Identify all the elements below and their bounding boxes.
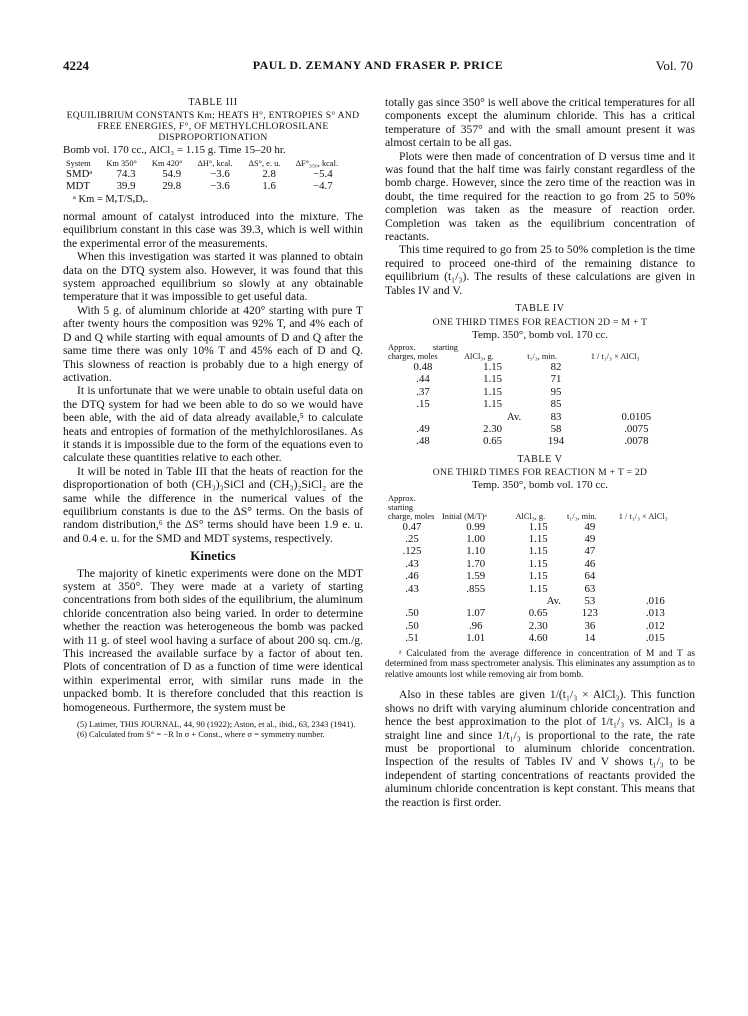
table5-header: AlCl₃, g.: [515, 511, 546, 521]
table-cell: 1.15: [483, 360, 503, 373]
table4-header: t₁/₃, min.: [527, 351, 558, 361]
table-cell: SMDᵃ: [66, 167, 93, 180]
table-cell: 49: [584, 532, 596, 545]
table-cell: −3.6: [210, 180, 230, 193]
table-cell: 14: [584, 632, 596, 645]
footnote: (5) Latimer, THIS JOURNAL, 44, 90 (1922); Aston, et al., ibid., 63, 2343 (1941).: [77, 719, 356, 730]
table-row: [385, 386, 685, 398]
paragraph: The majority of kinetic experiments were done on the MDT system at 350°. They were made at a variety of starting concentrations from both sides of the equilibrium, the aluminum chloride concentration also being varied. In order to determine whether the reaction was heterogeneous the bomb was packed with 11 g. of steel wool having a surface of about 200 sq. cm./g. This increased the available surface by a factor of about ten. Plots of concentration of D as a function of time were identical within experimental error, with similar runs made in the unpacked bomb. It is therefore concluded that this reaction is homogeneous. Furthermore, the system must be: [63, 566, 363, 714]
table-cell: 0.99: [466, 520, 486, 533]
table-row: [385, 361, 685, 373]
table3-header: ΔH°, kcal.: [197, 158, 233, 168]
table-cell: .49: [416, 422, 430, 435]
table-cell: 0.48: [413, 360, 433, 373]
table-cell: 54.9: [162, 167, 182, 180]
paragraph: totally gas since 350° is well above the critical temperatures for all components except the aluminum chloride. This has a critical temperature of 357° and with the small amount present it was almost certain to be all gas.: [385, 96, 695, 150]
table-cell: 1.59: [466, 570, 486, 583]
table-cell: Av.: [546, 595, 561, 607]
table-cell: [385, 595, 439, 607]
table-cell: 39.9: [116, 180, 136, 193]
table3-conditions: Bomb vol. 170 cc., AlCl₃ = 1.15 g. Time 15–20 hr.: [63, 144, 286, 157]
table-cell: 82: [550, 360, 562, 373]
table-cell: 123: [581, 607, 598, 620]
table5-header: Approx. starting charge, moles: [388, 493, 435, 521]
table4-header: Approx. starting charges, moles: [388, 342, 458, 361]
table4-header: 1 / t₁/₃ × AlCl₃: [590, 351, 640, 361]
table4: [385, 343, 685, 448]
table-cell: [588, 373, 685, 385]
table5-conditions: Temp. 350°, bomb vol. 170 cc.: [472, 479, 608, 492]
table5-header: Initial (M/T)ᵃ: [442, 511, 487, 521]
right-column: [385, 96, 695, 809]
table-row: [385, 607, 695, 619]
table-cell: .0075: [624, 422, 649, 435]
table-row: [63, 180, 353, 192]
footnote: (6) Calculated from S° = −R ln σ + Const., where σ = symmetry number.: [77, 729, 325, 740]
table-cell: 53: [584, 595, 596, 607]
table-cell: 58: [550, 422, 562, 435]
table-cell: 0.65: [483, 435, 503, 448]
table3-footnote: ᵃ Km = MₑT/SₑDₑ.: [73, 193, 149, 205]
table-cell: [385, 411, 461, 423]
table-cell: .46: [405, 570, 419, 583]
left-column: [63, 96, 363, 739]
page-number: 4224: [63, 58, 89, 73]
paragraph: It will be noted in Table III that the heats of reaction for the disproportionation of both (CH₃)₃SiCl and (CH₃)₂SiCl₂ are the same while the difference in the numerical values of the equilibrium constants is due to the ΔS° terms. On the basis of random distribution,⁶ the ΔS° terms should have been 1.9 e. u. and 0.4 e. u. for the SMD and MDT systems, respectively.: [63, 464, 363, 545]
table-cell: 47: [584, 545, 596, 558]
table-row: [385, 423, 685, 435]
table-cell: 1.15: [528, 520, 548, 533]
paragraph: Plots were then made of concentration of D versus time and it was found that the half time was fairly constant regardless of the bomb charge. However, since the zero time of the reaction was in doubt, the time required for the reaction to go from 25 to 50% completion was taken as the measure of reaction order. Completion was taken as the equilibrium concentration of reactants.: [385, 149, 695, 244]
table-row: [385, 521, 695, 533]
table-cell: 2.30: [528, 619, 548, 632]
table-cell: 64: [584, 570, 596, 583]
table-cell: 1.10: [466, 545, 486, 558]
table-cell: Av.: [506, 410, 522, 423]
table-cell: 1.6: [262, 180, 276, 193]
table-cell: [439, 595, 512, 607]
table-cell: .012: [645, 619, 665, 632]
table-cell: 1.07: [466, 607, 486, 620]
table-cell: .51: [405, 632, 419, 645]
table-row: [385, 583, 695, 595]
table5: [385, 494, 695, 645]
table-cell: −4.7: [313, 180, 333, 193]
table-cell: .016: [645, 595, 665, 607]
table-cell: .96: [468, 619, 483, 632]
table5-header: t₁/₃, min.: [567, 511, 597, 521]
volume-label: Vol. 70: [655, 58, 693, 73]
table4-conditions: Temp. 350°, bomb vol. 170 cc.: [472, 328, 608, 341]
table-cell: 95: [550, 385, 562, 398]
table4-header: AlCl₃, g.: [464, 351, 494, 361]
table-cell: [616, 545, 695, 557]
table-cell: 36: [584, 619, 596, 632]
table3-header: ΔF°₃₅₀, kcal.: [295, 158, 339, 168]
section-heading-kinetics: Kinetics: [190, 548, 236, 564]
table-cell: 71: [550, 373, 562, 386]
table-cell: 1.01: [466, 632, 486, 645]
table-cell: 1.15: [483, 398, 503, 411]
table-cell: 1.70: [466, 557, 486, 570]
table-cell: .013: [645, 607, 665, 620]
table-cell: [616, 533, 695, 545]
table-cell: [588, 398, 685, 410]
table-cell: .15: [416, 398, 430, 411]
paragraph: This time required to go from 25 to 50% completion is the time required to proceed one-third of the remaining distance to equilibrium (t₁/₃). The results of these calculations are given in Tables IV and V.: [385, 243, 695, 297]
table-cell: .125: [402, 545, 422, 558]
table-cell: 85: [550, 398, 562, 411]
table-cell: [588, 361, 685, 373]
table-cell: .43: [405, 582, 419, 595]
table-cell: .37: [416, 385, 430, 398]
table-cell: 2.30: [483, 422, 503, 435]
table-row: [385, 632, 695, 644]
table-cell: 63: [584, 582, 596, 595]
table3-header: Km 350°: [106, 158, 137, 168]
table3-header: Km 420°: [151, 158, 183, 168]
page-header: [63, 58, 693, 76]
table-cell: .015: [645, 632, 665, 645]
table4-title: ONE THIRD TIMES FOR REACTION 2D = M + T: [432, 316, 648, 328]
table-cell: .855: [466, 582, 486, 595]
table-row: [385, 533, 695, 545]
table-row: [385, 398, 685, 410]
table5-footnote: ᵃ Calculated from the average difference in concentration of M and T as determined from mass spectrometer analysis. This eliminates any assumption as to relative amounts lost while removing air from bomb.: [385, 648, 695, 680]
table-cell: 1.15: [528, 557, 548, 570]
table-cell: MDT: [66, 180, 90, 193]
table-row: [385, 570, 695, 582]
table-row: [385, 558, 695, 570]
table-cell: .0078: [624, 435, 649, 448]
table-cell: [616, 570, 695, 582]
table-cell: 29.8: [162, 180, 182, 193]
table3: [63, 159, 353, 193]
table-cell: .50: [405, 619, 419, 632]
table5-title: ONE THIRD TIMES FOR REACTION M + T = 2D: [432, 467, 648, 479]
running-authors: PAUL D. ZEMANY AND FRASER P. PRICE: [252, 58, 504, 72]
table-cell: .50: [405, 607, 419, 620]
table5-caption: TABLE V: [517, 453, 563, 465]
table-cell: 1.15: [528, 582, 548, 595]
table-row: [63, 168, 353, 180]
table4-caption: TABLE IV: [515, 303, 565, 315]
table-cell: 0.0105: [621, 410, 652, 423]
table-cell: 74.3: [116, 167, 136, 180]
table-cell: .48: [416, 435, 430, 448]
table-row: [385, 595, 695, 607]
table-cell: 1.15: [483, 385, 503, 398]
table-cell: −3.6: [210, 167, 230, 180]
table-row: [385, 373, 685, 385]
table3-header: System: [66, 158, 91, 168]
table3-caption: TABLE III: [188, 97, 238, 108]
table-row: [385, 435, 685, 447]
table-cell: 4.60: [528, 632, 548, 645]
table-row: [385, 411, 685, 423]
table-cell: 0.47: [402, 520, 422, 533]
paragraph: With 5 g. of aluminum chloride at 420° starting with pure T after twenty hours the composition was 92% T, and 4% each of D and Q while starting with equal amounts of D and Q after the same time there was only 10% T and 45% each of D and Q. This slowness of reaction is probably due to a high energy of activation.: [63, 303, 363, 384]
table-cell: [616, 558, 695, 570]
paragraph: When this investigation was started it was planned to obtain data on the DTQ system also. However, it was found that this system approached equilibrium so slowly at any obtainable temperature that it was impossible to get useful data.: [63, 250, 363, 304]
paragraph: normal amount of catalyst introduced into the mixture. The equilibrium constant in this case was 39.3, which is well within the experimental error of the measurements.: [63, 210, 363, 250]
table-cell: 1.15: [528, 532, 548, 545]
paragraph: It is unfortunate that we were unable to obtain useful data on the DTQ system for had we been able to do so we would have been able, with the aid of data already available,⁵ to calculate heats and entropies of formation of the methylchlorosilanes. As it stands it is impossible due to the form of the equations even to calculate these quantities relative to each other.: [63, 384, 363, 465]
table-cell: 46: [584, 557, 596, 570]
table-cell: [616, 583, 695, 595]
table-cell: [588, 386, 685, 398]
table-cell: 1.15: [528, 570, 548, 583]
table-cell: .25: [405, 532, 419, 545]
table-cell: 194: [547, 435, 565, 448]
table-cell: −5.4: [313, 167, 333, 180]
table-cell: 1.00: [466, 532, 486, 545]
table-cell: [616, 521, 695, 533]
table5-header: 1 / t₁/₃ × AlCl₃: [618, 511, 668, 521]
table-cell: .43: [405, 557, 419, 570]
table3-title: EQUILIBRIUM CONSTANTS Km; HEATS H°, ENTROPIES S° AND FREE ENERGIES, F°, OF METHYLCHLOROSILANE DISPROPORTIONATION: [66, 110, 360, 144]
table-row: [385, 545, 695, 557]
paragraph: Also in these tables are given 1/(t₁/₃ × AlCl₃). This function shows no drift with varying aluminum chloride concentration and hence the best approximation to the plot of 1/t₁/₃ vs. AlCl₃ is a straight line and since 1/t₁/₃ is proportional to the rate, the rate must be proportional to aluminum chloride concentration. Inspection of the results of Tables IV and V shows t₁/₃ to be independent of starting concentrations of reactants provided the aluminum chloride concentration is kept constant. This means that the reaction is first order.: [385, 688, 695, 809]
table-cell: 1.15: [483, 373, 503, 386]
table-cell: 0.65: [528, 607, 548, 620]
table-cell: 1.15: [528, 545, 548, 558]
table3-header: ΔS°, e. u.: [248, 158, 281, 168]
table-cell: .44: [416, 373, 430, 386]
table-cell: 83: [550, 410, 562, 423]
table-cell: 49: [584, 520, 596, 533]
table-cell: 2.8: [262, 167, 276, 180]
table-row: [385, 620, 695, 632]
footnotes: [63, 719, 363, 739]
